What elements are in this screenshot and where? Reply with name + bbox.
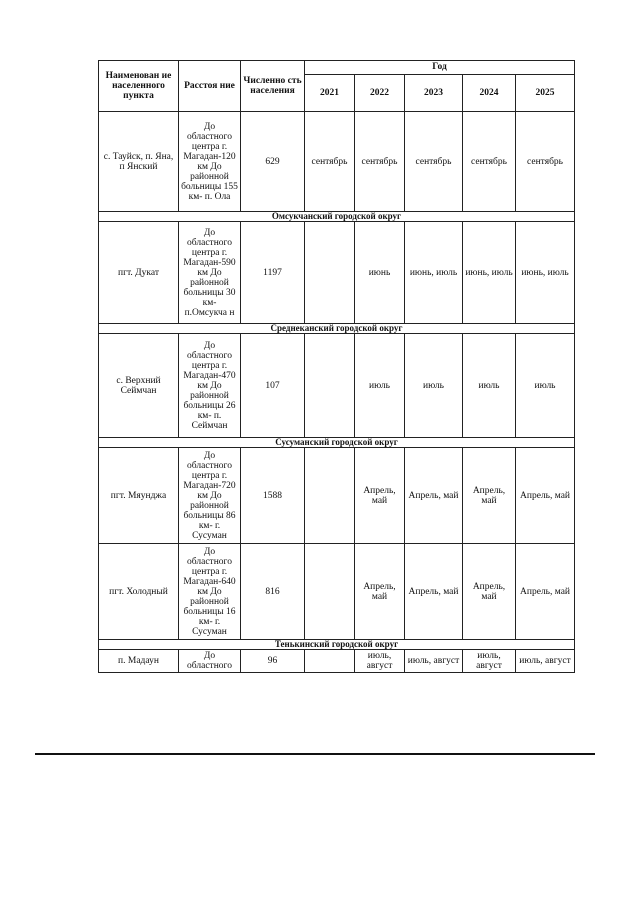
- month-2021: [305, 650, 355, 673]
- header-distance: Расстоя ние: [179, 61, 241, 112]
- month-2024: июнь, июль: [463, 222, 516, 324]
- district-group-row: [99, 438, 575, 448]
- distance: До областного центра г. Магадан-120 км До районной больницы 155 км- п. Ола: [179, 112, 241, 212]
- header-year-2021: 2021: [305, 74, 355, 111]
- population: 1197: [241, 222, 305, 324]
- month-2025: июнь, июль: [516, 222, 575, 324]
- month-2023: сентябрь: [405, 112, 463, 212]
- month-2023: июль, август: [405, 650, 463, 673]
- month-2024: июль: [463, 334, 516, 438]
- month-2021: [305, 334, 355, 438]
- month-2021: сентябрь: [305, 112, 355, 212]
- table-row: [99, 544, 575, 640]
- header-year-2022: 2022: [355, 74, 405, 111]
- month-2022: сентябрь: [355, 112, 405, 212]
- month-2021: [305, 544, 355, 640]
- district-group-row: [99, 212, 575, 222]
- table-row: [99, 334, 575, 438]
- month-2023: Апрель, май: [405, 448, 463, 544]
- table-row: [99, 650, 575, 673]
- month-2024: Апрель, май: [463, 544, 516, 640]
- distance: До областного центра г. Магадан-720 км До районной больницы 86 км- г. Сусуман: [179, 448, 241, 544]
- month-2025: сентябрь: [516, 112, 575, 212]
- population: 1588: [241, 448, 305, 544]
- month-2025: Апрель, май: [516, 448, 575, 544]
- population: 629: [241, 112, 305, 212]
- district-name: Тенькинский городской округ: [99, 640, 575, 650]
- month-2021: [305, 222, 355, 324]
- settlement-name: п. Мадаун: [99, 650, 179, 673]
- header-year: Год: [305, 61, 575, 75]
- header-settlement-name: Наименован ие населенного пункта: [99, 61, 179, 112]
- month-2023: июнь, июль: [405, 222, 463, 324]
- month-2024: июль, август: [463, 650, 516, 673]
- header-population: Численно сть населения: [241, 61, 305, 112]
- month-2024: Апрель, май: [463, 448, 516, 544]
- month-2022: июль: [355, 334, 405, 438]
- table-row: [99, 222, 575, 324]
- distance: До областного центра г. Магадан-640 км До районной больницы 16 км- г. Сусуман: [179, 544, 241, 640]
- month-2023: июль: [405, 334, 463, 438]
- table-row: [99, 112, 575, 212]
- population: 107: [241, 334, 305, 438]
- population-schedule-table: [98, 60, 575, 673]
- month-2023: Апрель, май: [405, 544, 463, 640]
- table-row: [99, 448, 575, 544]
- district-name: Сусуманский городской округ: [99, 438, 575, 448]
- population: 96: [241, 650, 305, 673]
- district-name: Омсукчанский городской округ: [99, 212, 575, 222]
- header-year-2025: 2025: [516, 74, 575, 111]
- population: 816: [241, 544, 305, 640]
- header-year-2024: 2024: [463, 74, 516, 111]
- distance: До областного центра г. Магадан-470 км До районной больницы 26 км- п. Сеймчан: [179, 334, 241, 438]
- distance: До областного центра г. Магадан-590 км До районной больницы 30 км- п.Омсукча н: [179, 222, 241, 324]
- settlement-name: пгт. Дукат: [99, 222, 179, 324]
- month-2024: сентябрь: [463, 112, 516, 212]
- month-2021: [305, 448, 355, 544]
- bottom-divider: [35, 753, 595, 755]
- month-2025: Апрель, май: [516, 544, 575, 640]
- settlement-name: с. Верхний Сеймчан: [99, 334, 179, 438]
- month-2022: июнь: [355, 222, 405, 324]
- distance: До областного: [179, 650, 241, 673]
- district-group-row: [99, 640, 575, 650]
- header-year-2023: 2023: [405, 74, 463, 111]
- district-name: Среднеканский городской округ: [99, 324, 575, 334]
- settlement-name: с. Тауйск, п. Яна, п Янский: [99, 112, 179, 212]
- month-2022: Апрель, май: [355, 448, 405, 544]
- month-2022: июль, август: [355, 650, 405, 673]
- month-2025: июль: [516, 334, 575, 438]
- settlement-name: пгт. Мяунджа: [99, 448, 179, 544]
- district-group-row: [99, 324, 575, 334]
- month-2025: июль, август: [516, 650, 575, 673]
- settlement-name: пгт. Холодный: [99, 544, 179, 640]
- table-body: [99, 112, 575, 673]
- month-2022: Апрель, май: [355, 544, 405, 640]
